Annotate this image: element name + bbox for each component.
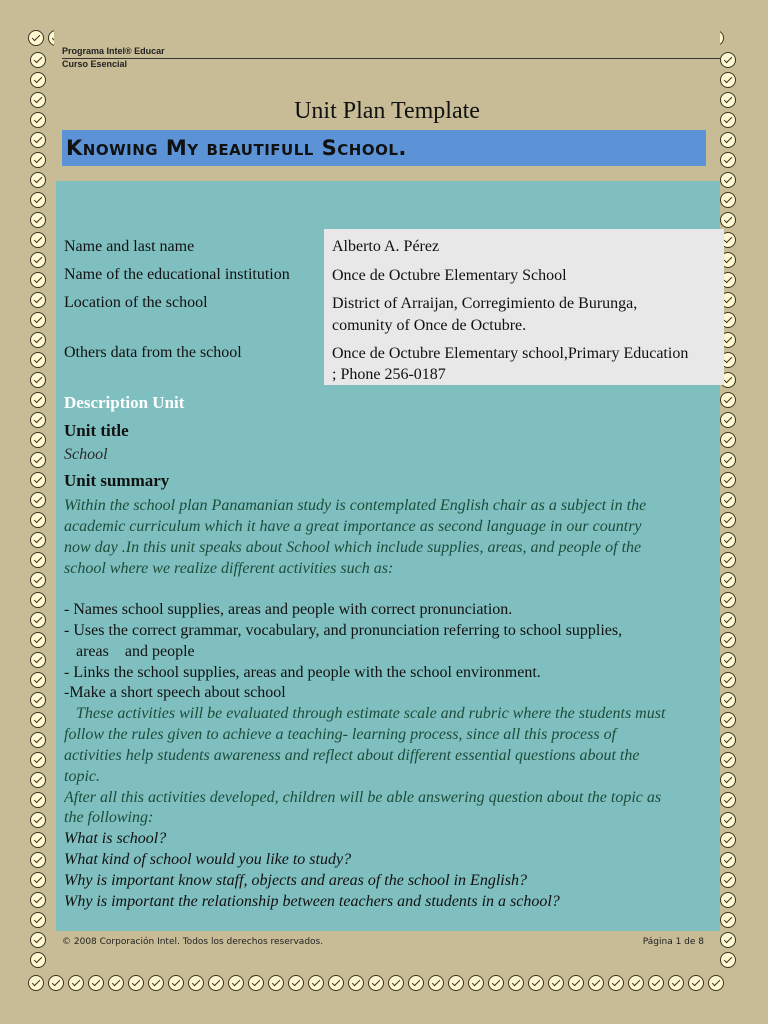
- check-badge-icon: [720, 872, 736, 888]
- check-badge-icon: [608, 975, 624, 991]
- check-badge-icon: [228, 975, 244, 991]
- summary-line: now day .In this unit speaks about School which include supplies, areas, and people of the: [64, 539, 642, 556]
- check-badge-icon: [30, 672, 46, 688]
- check-badge-icon: [30, 852, 46, 868]
- question-line: Why is important the relationship between teachers and students in a school?: [64, 893, 560, 910]
- check-badge-icon: [28, 30, 44, 46]
- content-panel: [56, 181, 720, 931]
- check-badge-icon: [30, 232, 46, 248]
- check-badge-icon: [30, 192, 46, 208]
- document-page: [54, 28, 720, 968]
- check-badge-icon: [720, 72, 736, 88]
- check-badge-icon: [30, 552, 46, 568]
- check-badge-icon: [720, 892, 736, 908]
- check-badge-icon: [720, 52, 736, 68]
- info-value-other: Once de Octubre Elementary school,Primary Education: [332, 345, 689, 362]
- check-badge-icon: [30, 912, 46, 928]
- check-badge-icon: [508, 975, 524, 991]
- info-value-institution: Once de Octubre Elementary School: [332, 267, 567, 284]
- check-badge-icon: [720, 612, 736, 628]
- check-badge-icon: [28, 975, 44, 991]
- info-value-other-2: ; Phone 256-0187: [332, 366, 446, 383]
- check-badge-icon: [30, 732, 46, 748]
- check-badge-icon: [30, 52, 46, 68]
- check-badge-icon: [720, 672, 736, 688]
- activity-line: - Names school supplies, areas and people with correct pronunciation.: [64, 601, 513, 618]
- border-left: [30, 50, 46, 970]
- border-right: [720, 50, 736, 970]
- check-badge-icon: [30, 632, 46, 648]
- check-badge-icon: [720, 832, 736, 848]
- check-badge-icon: [328, 975, 344, 991]
- check-badge-icon: [720, 792, 736, 808]
- check-badge-icon: [30, 612, 46, 628]
- summary-line: school where we realize different activities such as:: [64, 560, 394, 577]
- check-badge-icon: [468, 975, 484, 991]
- check-badge-icon: [308, 975, 324, 991]
- check-badge-icon: [708, 975, 724, 991]
- unit-title-label: Unit title: [64, 421, 129, 440]
- check-badge-icon: [588, 975, 604, 991]
- check-badge-icon: [688, 975, 704, 991]
- check-badge-icon: [628, 975, 644, 991]
- border-bottom: [26, 975, 726, 991]
- check-badge-icon: [30, 832, 46, 848]
- check-badge-icon: [30, 532, 46, 548]
- check-badge-icon: [48, 975, 64, 991]
- check-badge-icon: [720, 812, 736, 828]
- check-badge-icon: [188, 975, 204, 991]
- check-badge-icon: [168, 975, 184, 991]
- banner-title: Knowing My beautifull School.: [66, 136, 407, 160]
- check-badge-icon: [720, 692, 736, 708]
- check-badge-icon: [30, 172, 46, 188]
- check-badge-icon: [548, 975, 564, 991]
- check-badge-icon: [88, 975, 104, 991]
- check-badge-icon: [720, 632, 736, 648]
- summary-line: academic curriculum which it have a great importance as second language in our country: [64, 518, 642, 535]
- check-badge-icon: [720, 392, 736, 408]
- check-badge-icon: [30, 652, 46, 668]
- activity-line: -Make a short speech about school: [64, 684, 286, 701]
- check-badge-icon: [30, 132, 46, 148]
- info-label-location: Location of the school: [64, 294, 208, 311]
- check-badge-icon: [30, 252, 46, 268]
- info-label-other: Others data from the school: [64, 344, 242, 361]
- evaluation-line: After all this activities developed, children will be able answering question about the topic as: [64, 789, 662, 806]
- check-badge-icon: [648, 975, 664, 991]
- check-badge-icon: [128, 975, 144, 991]
- question-line: What is school?: [64, 830, 167, 847]
- check-badge-icon: [30, 812, 46, 828]
- check-badge-icon: [348, 975, 364, 991]
- question-line: Why is important know staff, objects and areas of the school in English?: [64, 872, 527, 889]
- activity-line: - Uses the correct grammar, vocabulary, and pronunciation referring to school supplies,: [64, 622, 623, 639]
- description-heading: Description Unit: [64, 393, 185, 412]
- evaluation-line: topic.: [64, 768, 100, 785]
- info-label-name: Name and last name: [64, 238, 195, 255]
- check-badge-icon: [720, 912, 736, 928]
- check-badge-icon: [30, 352, 46, 368]
- header-rule: [62, 58, 720, 59]
- check-badge-icon: [448, 975, 464, 991]
- document-title: Unit Plan Template: [294, 98, 480, 124]
- check-badge-icon: [208, 975, 224, 991]
- check-badge-icon: [720, 552, 736, 568]
- check-badge-icon: [668, 975, 684, 991]
- check-badge-icon: [408, 975, 424, 991]
- check-badge-icon: [30, 472, 46, 488]
- check-badge-icon: [720, 772, 736, 788]
- check-badge-icon: [30, 312, 46, 328]
- check-badge-icon: [720, 192, 736, 208]
- check-badge-icon: [720, 132, 736, 148]
- check-badge-icon: [720, 712, 736, 728]
- check-badge-icon: [68, 975, 84, 991]
- check-badge-icon: [30, 892, 46, 908]
- check-badge-icon: [30, 572, 46, 588]
- check-badge-icon: [30, 492, 46, 508]
- check-badge-icon: [720, 92, 736, 108]
- check-badge-icon: [30, 392, 46, 408]
- footer-page-number: Página 1 de 8: [642, 937, 704, 947]
- evaluation-line: follow the rules given to achieve a teaching- learning process, since all this process of: [64, 726, 617, 743]
- check-badge-icon: [720, 592, 736, 608]
- unit-title-value: School: [64, 446, 108, 463]
- check-badge-icon: [30, 212, 46, 228]
- check-badge-icon: [428, 975, 444, 991]
- check-badge-icon: [30, 372, 46, 388]
- check-badge-icon: [720, 432, 736, 448]
- check-badge-icon: [30, 452, 46, 468]
- question-line: What kind of school would you like to study?: [64, 851, 352, 868]
- check-badge-icon: [108, 975, 124, 991]
- check-badge-icon: [30, 932, 46, 948]
- check-badge-icon: [30, 692, 46, 708]
- check-badge-icon: [268, 975, 284, 991]
- info-value-name: Alberto A. Pérez: [332, 238, 440, 255]
- check-badge-icon: [30, 432, 46, 448]
- check-badge-icon: [720, 212, 736, 228]
- check-badge-icon: [30, 152, 46, 168]
- check-badge-icon: [30, 772, 46, 788]
- check-badge-icon: [30, 792, 46, 808]
- evaluation-line: activities help students awareness and reflect about different essential questions about the: [64, 747, 640, 764]
- check-badge-icon: [720, 952, 736, 968]
- check-badge-icon: [720, 152, 736, 168]
- check-badge-icon: [720, 412, 736, 428]
- unit-summary-label: Unit summary: [64, 471, 170, 490]
- check-badge-icon: [30, 952, 46, 968]
- check-badge-icon: [30, 292, 46, 308]
- summary-line: Within the school plan Panamanian study is contemplated English chair as a subject in the: [64, 497, 647, 514]
- title-banner: [62, 130, 706, 166]
- check-badge-icon: [720, 472, 736, 488]
- check-badge-icon: [720, 852, 736, 868]
- check-badge-icon: [720, 532, 736, 548]
- info-value-location: District of Arraijan, Corregimiento de Burunga,: [332, 295, 638, 312]
- evaluation-line: These activities will be evaluated through estimate scale and rubric where the students must: [64, 705, 666, 722]
- check-badge-icon: [30, 592, 46, 608]
- header-course: Curso Esencial: [62, 59, 128, 69]
- check-badge-icon: [148, 975, 164, 991]
- check-badge-icon: [30, 872, 46, 888]
- check-badge-icon: [720, 112, 736, 128]
- check-badge-icon: [720, 752, 736, 768]
- info-value-location-2: comunity of Once de Octubre.: [332, 317, 527, 334]
- check-badge-icon: [30, 712, 46, 728]
- check-badge-icon: [568, 975, 584, 991]
- check-badge-icon: [30, 412, 46, 428]
- check-badge-icon: [720, 172, 736, 188]
- check-badge-icon: [720, 652, 736, 668]
- check-badge-icon: [388, 975, 404, 991]
- check-badge-icon: [720, 492, 736, 508]
- check-badge-icon: [720, 452, 736, 468]
- check-badge-icon: [720, 732, 736, 748]
- check-badge-icon: [30, 72, 46, 88]
- check-badge-icon: [248, 975, 264, 991]
- check-badge-icon: [30, 112, 46, 128]
- check-badge-icon: [30, 332, 46, 348]
- check-badge-icon: [720, 572, 736, 588]
- footer-copyright: © 2008 Corporación Intel. Todos los derechos reservados.: [62, 937, 324, 947]
- check-badge-icon: [30, 512, 46, 528]
- check-badge-icon: [720, 932, 736, 948]
- check-badge-icon: [30, 92, 46, 108]
- check-badge-icon: [30, 272, 46, 288]
- header-program: Programa Intel® Educar: [62, 46, 165, 56]
- evaluation-line: the following:: [64, 809, 154, 826]
- check-badge-icon: [368, 975, 384, 991]
- check-badge-icon: [288, 975, 304, 991]
- check-badge-icon: [528, 975, 544, 991]
- check-badge-icon: [30, 752, 46, 768]
- info-label-institution: Name of the educational institution: [64, 266, 290, 283]
- check-badge-icon: [488, 975, 504, 991]
- activity-line: - Links the school supplies, areas and people with the school environment.: [64, 664, 541, 681]
- check-badge-icon: [720, 512, 736, 528]
- activity-line: areas and people: [64, 643, 195, 660]
